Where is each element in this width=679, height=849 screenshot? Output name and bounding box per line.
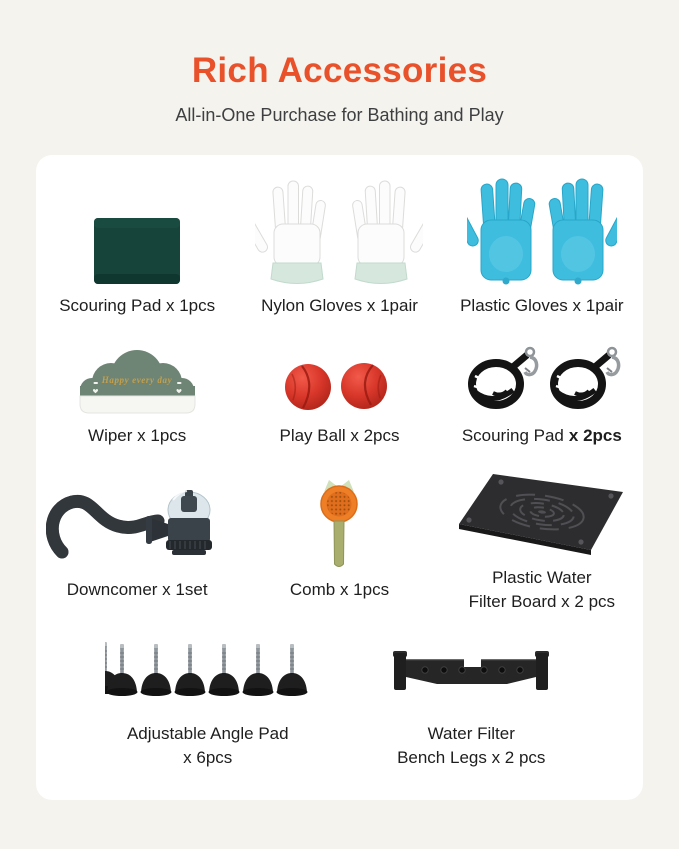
row-4 [36,620,643,800]
item-label: Plastic Water Filter Board x 2 pcs [468,568,616,611]
item-filter-board [441,455,643,620]
item-scouring-pad-double [441,330,643,455]
item-label: Nylon Gloves x 1pair [261,296,418,315]
item-label: Scouring Pad x 1pcs [59,296,216,315]
item-label: Comb x 1pcs [289,580,390,599]
item-label: Scouring Pad x 2pcs [461,426,622,445]
item-angle-pad [76,620,340,800]
item-scouring-pad-single [36,155,238,330]
plastic-gloves-icon [467,170,617,288]
accessories-card [36,155,643,800]
header [0,0,679,127]
nylon-gloves-icon [255,170,423,288]
bench-legs-icon [391,642,551,700]
filter-board-icon [453,466,631,558]
item-plastic-gloves [441,155,643,330]
angle-pad-icon [105,642,310,700]
item-nylon-gloves [238,155,440,330]
wiper-icon [70,338,205,418]
item-downcomer [36,455,238,620]
wiper-printed-text: Happy every day [101,375,172,385]
leash-icon [463,338,621,418]
row-2 [36,330,643,455]
item-bench-legs [340,620,604,800]
page-subtitle: All-in-One Purchase for Bathing and Play [175,105,504,125]
play-ball-icon [278,338,400,418]
comb-icon [313,478,365,570]
item-label: Adjustable Angle Pad x 6pcs [126,724,289,767]
item-play-ball [238,330,440,455]
item-label: Wiper x 1pcs [88,426,187,445]
row-1 [36,155,643,330]
downcomer-icon [46,478,228,570]
row-3 [36,455,643,620]
item-comb [238,455,440,620]
item-label: Downcomer x 1set [66,580,208,599]
item-label: Play Ball x 2pcs [279,426,400,445]
scouring-pad-icon [91,170,183,288]
item-label: Water Filter Bench Legs x 2 pcs [397,724,546,767]
item-wiper [36,330,238,455]
page-title: Rich Accessories [191,51,488,90]
item-label: Plastic Gloves x 1pair [460,296,624,315]
